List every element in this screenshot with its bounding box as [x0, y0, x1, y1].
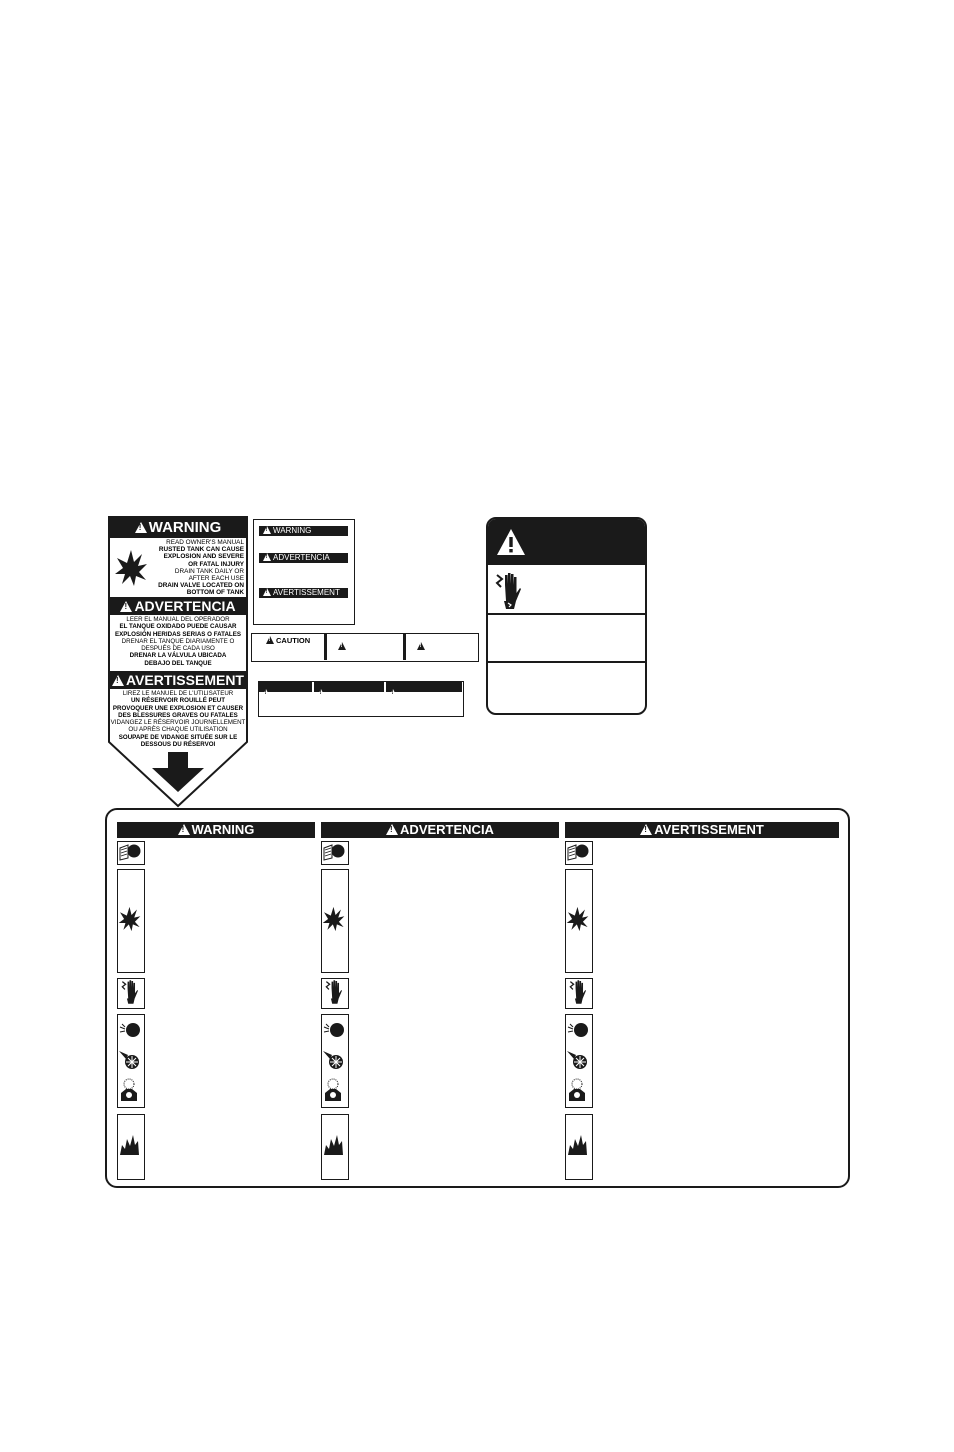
warning-triangle-icon [389, 683, 399, 701]
tank-avertissement-text: LIREZ LE MANUEL DE L'UTILISATEUR UN RÉSERVOIR ROUILLÉ PEUT PROVOQUER UNE EXPLOSION ET CAUSER DES BLESSURES GRAVES OU FATALES VIDANGEZ LE RÉSERVOIR JOURNELLEMENT OU APRÈS CHAQUE UTILISATION SOUPAPE DE VIDANGE SITUÉE SUR LE DESSOUS DU RÉSERVOI [110, 690, 246, 749]
warning-triangle-icon [266, 636, 274, 644]
shock-label [486, 517, 647, 715]
shock-hand-icon [494, 571, 522, 611]
strip-label [258, 681, 464, 717]
caution-cell: !CAUTION [252, 634, 324, 660]
warning-triangle-icon [640, 824, 652, 835]
explosion-icon [321, 869, 349, 973]
explosion-icon [117, 869, 145, 973]
explosion-icon [565, 869, 593, 973]
ppe-icons [565, 1014, 593, 1108]
shock-label-header [488, 519, 645, 565]
large-avertissement-header: ! AVERTISSEMENT [565, 822, 839, 838]
caution-cell-3 [406, 634, 476, 660]
caution-cell-2 [327, 634, 403, 660]
fan-injury-icon [118, 1047, 141, 1071]
warning-triangle-icon [496, 528, 526, 556]
tank-warning-header: !WARNING [110, 518, 246, 538]
tank-advertencia-text: LEER EL MANUAL DEL OPERADOR EL TANQUE OXIDADO PUEDE CAUSAR EXPLOSIÓN HERIDAS SERIAS O FATALES DRENAR EL TANQUE DIARIAMENTE O DESPUÉS DE CADA USO DRENAR LA VÁLVULA UBICADA DEBAJO DEL TANQUE [115, 616, 241, 667]
fire-icon [321, 1114, 349, 1180]
warning-triangle-icon [338, 642, 346, 650]
fan-injury-icon [322, 1047, 345, 1071]
divider [312, 682, 314, 692]
fan-injury-icon [566, 1047, 589, 1071]
manual-icon [321, 841, 349, 865]
down-arrow-icon [152, 752, 204, 792]
warning-triangle-icon [263, 526, 271, 534]
ppe-icons [321, 1014, 349, 1108]
fire-icon [117, 1114, 145, 1180]
small-avertissement-header: !AVERTISSEMENT [259, 588, 348, 598]
shock-hand-icon [117, 978, 145, 1009]
mask-icon [566, 1077, 589, 1101]
divider [384, 682, 386, 692]
small-advertencia-header: !ADVERTENCIA [259, 553, 348, 563]
eye-protection-icon [118, 1019, 141, 1041]
explosion-icon [114, 548, 148, 588]
large-safety-label [105, 808, 850, 1188]
warning-triangle-icon [263, 588, 271, 596]
eye-protection-icon [566, 1019, 589, 1041]
large-advertencia-header: ! ADVERTENCIA [321, 822, 559, 838]
warning-triangle-icon [178, 824, 190, 835]
fire-icon [565, 1114, 593, 1180]
mask-icon [118, 1077, 141, 1101]
small-warning-label [253, 519, 355, 625]
tank-advertencia-header: !ADVERTENCIA [110, 597, 246, 615]
manual-icon [117, 841, 145, 865]
warning-triangle-icon [262, 683, 272, 701]
warning-triangle-icon [263, 553, 271, 561]
tank-avertissement-header: !AVERTISSEMENT [110, 671, 246, 689]
warning-triangle-icon [135, 522, 147, 533]
warning-triangle-icon [386, 824, 398, 835]
eye-protection-icon [322, 1019, 345, 1041]
mask-icon [322, 1077, 345, 1101]
strip-label-header [259, 682, 462, 692]
warning-triangle-icon [317, 683, 327, 701]
small-warning-header: !WARNING [259, 526, 348, 536]
divider [488, 613, 645, 615]
warning-triangle-icon [417, 642, 425, 650]
warning-triangle-icon [112, 675, 124, 686]
shock-hand-icon [321, 978, 349, 1009]
ppe-icons [117, 1014, 145, 1108]
divider [488, 661, 645, 663]
shock-hand-icon [565, 978, 593, 1009]
warning-triangle-icon [120, 601, 132, 612]
large-warning-header: !WARNING [117, 822, 315, 838]
manual-icon [565, 841, 593, 865]
tank-warning-text: READ OWNER'S MANUAL RUSTED TANK CAN CAUSE EXPLOSION AND SEVERE OR FATAL INJURY DRAIN TANK DAILY OR AFTER EACH USE DRAIN VALVE LOCATED ON BOTTOM OF TANK [158, 539, 244, 597]
caution-strip [251, 633, 479, 662]
